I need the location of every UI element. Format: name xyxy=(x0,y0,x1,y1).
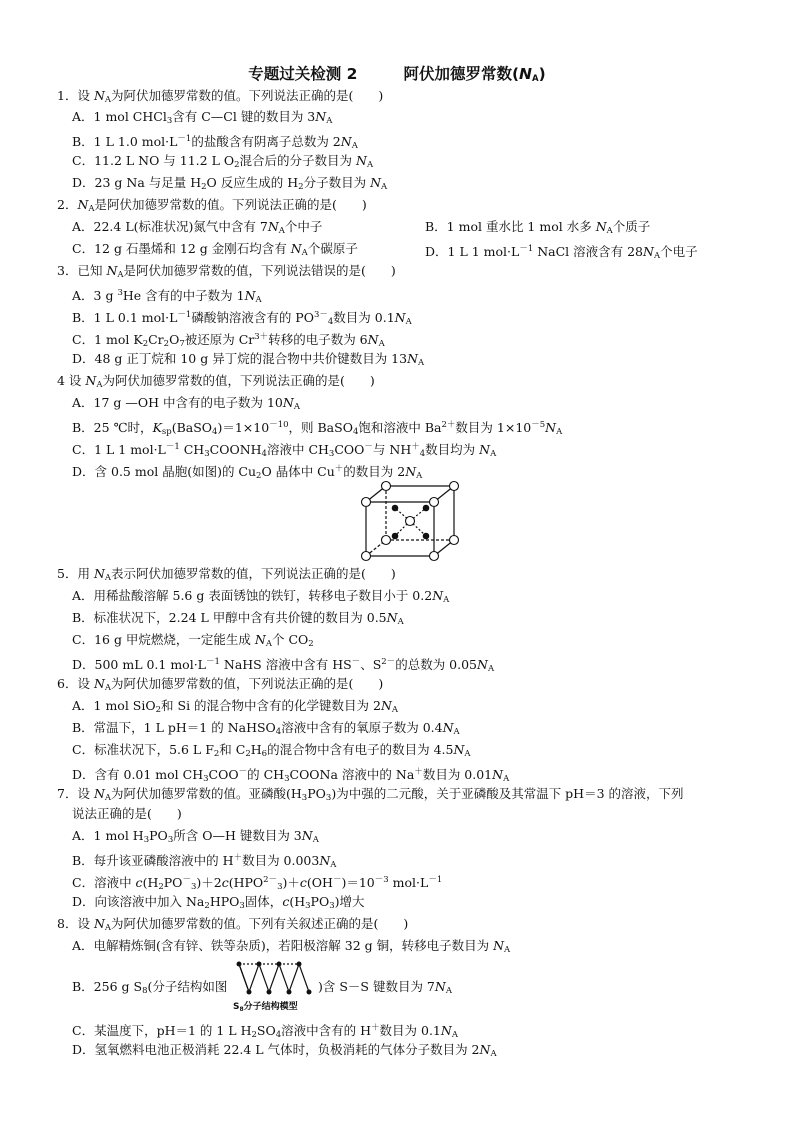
question-2: 2．$N_A$是阿伏加德罗常数的值。下列说法正确的是( ) xyxy=(57,197,367,214)
q6-option-b: B．常温下，1 L pH＝1 的 NaHSO$_4$溶液中含有的氧原子数为 $0.4N_A$ xyxy=(72,720,460,737)
question-6: 6．设 $N_A$为阿伏加德罗常数的值，下列说法正确的是( ) xyxy=(57,676,384,693)
q3-option-c: C．1 mol $K_2Cr_2O_7$被还原为 $Cr^{3+}$转移的电子数为 $6N_A$ xyxy=(72,332,385,349)
q8-option-b-end: )含 S－S 键数目为 $7N_A$ xyxy=(318,979,452,996)
s8-caption: $S_8$分子结构模型 xyxy=(233,1002,298,1013)
q6-option-a: A．1 mol SiO$_2$和 Si 的混合物中含有的化学键数目为 $2N_A$ xyxy=(72,698,399,715)
q8-option-c: C．某温度下，pH＝1 的 1 L $H_2SO_4$溶液中含有的 H＋数目为 $0.1N_A$ xyxy=(72,1023,458,1040)
page-title: 专题过关检测 2 阿伏加德罗常数$(N_A)$ xyxy=(248,65,546,84)
q3-option-b: B．1 L 0.1 $mol\cdot L^{-1}$磷酸钠溶液含有的 $PO^{3-}_4$数目为 $0.1N_A$ xyxy=(72,310,412,327)
question-4: 4 设 $N_A$为阿伏加德罗常数的值，下列说法正确的是( ) xyxy=(57,373,375,390)
q5-option-d: D．500 mL 0.1 $mol\cdot L^{-1}$ NaHS 溶液中含有 HS－、$S^{2-}$的总数为 $0.05N_A$ xyxy=(72,657,495,674)
q2-option-a: A．22.4 L(标准状况)氮气中含有 $7N_A$个中子 xyxy=(72,219,323,236)
question-7-cont: 说法正确的是( ) xyxy=(72,806,182,821)
q1-option-a: A．1 mol CHCl$_3$含有 C—Cl 键的数目为 $3N_A$ xyxy=(72,109,333,126)
q6-option-c: C．标准状况下，5.6 L $F_2$和 $C_2H_6$的混合物中含有电子的数目为 $4.5N_A$ xyxy=(72,742,471,759)
q7-option-c: C．溶液中 $c(H_2PO^-_3)+2c(HPO^{2-}_3)+c(OH^-)=10^{-3}$ $mol\cdot L^{-1}$ xyxy=(72,875,443,892)
question-3: 3．已知 $N_A$是阿伏加德罗常数的值，下列说法错误的是( ) xyxy=(57,263,396,280)
q3-option-d: D．48 g 正丁烷和 10 g 异丁烷的混合物中共价键数目为 $13N_A$ xyxy=(72,351,425,368)
q5-option-c: C．16 g 甲烷燃烧，一定能生成 $N_A$个 $CO_2$ xyxy=(72,632,314,649)
q2-option-c: C．12 g 石墨烯和 12 g 金刚石均含有 $N_A$个碳原子 xyxy=(72,241,358,258)
q8-option-d: D．氢氧燃料电池正极消耗 22.4 L 气体时，负极消耗的气体分子数目为 $2N_A$ xyxy=(72,1042,497,1059)
q4-option-c: C．1 L 1 $mol\cdot L^{-1}$ $CH_3COONH_4$溶液中 $CH_3COO^-$与 $NH^+_4$数目均为 $N_A$ xyxy=(72,442,497,459)
q3-option-a: A．3 g $^3$He 含有的中子数为 $1N_A$ xyxy=(72,288,262,305)
q4-option-d: D．含 0.5 mol 晶胞(如图)的 $Cu_2O$ 晶体中 Cu＋的数目为 $2N_A$ xyxy=(72,464,423,481)
q7-option-b: B．每升该亚磷酸溶液中的 H＋数目为 $0.003N_A$ xyxy=(72,853,337,870)
q2-option-b: B．1 mol 重水比 1 mol 水多 $N_A$个质子 xyxy=(425,219,651,236)
question-5: 5．用 $N_A$表示阿伏加德罗常数的值，下列说法正确的是( ) xyxy=(57,566,396,583)
q5-option-a: A．用稀盐酸溶解 5.6 g 表面锈蚀的铁钉，转移电子数目小于 $0.2N_A$ xyxy=(72,588,450,605)
q1-option-c: C．11.2 L NO 与 11.2 L $O_2$混合后的分子数目为 $N_A$ xyxy=(72,153,374,170)
q4-option-a: A．17 g —OH 中含有的电子数为 $10N_A$ xyxy=(72,395,300,412)
q5-option-b: B．标准状况下，2.24 L 甲醇中含有共价键的数目为 $0.5N_A$ xyxy=(72,610,404,627)
question-8: 8．设 $N_A$为阿伏加德罗常数的值。下列有关叙述正确的是( ) xyxy=(57,916,409,933)
q1-option-b: B．1 L 1.0 $mol\cdot L^{-1}$的盐酸含有阴离子总数为 $2N_A$ xyxy=(72,134,358,151)
cu2o-unit-cell-figure xyxy=(358,478,462,562)
q8-option-a: A．电解精炼铜(含有锌、铁等杂质)，若阳极溶解 32 g 铜，转移电子数目为 $N_A$ xyxy=(72,938,511,955)
q6-option-d: D．含有 0.01 mol $CH_3COO^-$的 $CH_3COONa$ 溶液中的 Na＋数目为 $0.01N_A$ xyxy=(72,767,510,784)
question-1: 1．设 $N_A$为阿伏加德罗常数的值。下列说法正确的是( ) xyxy=(57,88,384,105)
q7-option-d: D．向该溶液中加入 $Na_2HPO_3$固体，$c(H_3PO_3)$增大 xyxy=(72,894,365,911)
question-7: 7．设 $N_A$为阿伏加德罗常数的值。亚磷酸$(H_3PO_3)$为中强的二元酸，关于亚磷酸及其常温下 pH＝3 的溶液，下列 xyxy=(57,786,684,803)
q1-option-d: D．23 g Na 与足量 $H_2O$ 反应生成的 $H_2$分子数目为 $N_A$ xyxy=(72,175,388,192)
q4-option-b: B．25 ℃时，$K_{sp}(BaSO_4)=1\times 10^{-10}$，则 BaSO$_4$饱和溶液中 $Ba^{2+}$数目为 $1\times 10^{-5}N_A$ xyxy=(72,420,563,437)
q7-option-a: A．1 mol $H_3PO_3$所含 O—H 键数目为 $3N_A$ xyxy=(72,828,319,845)
q8-option-b-start: B．256 g $S_8$(分子结构如图 xyxy=(72,979,228,996)
s8-molecule-figure xyxy=(233,958,315,998)
q2-option-d: D．1 L 1 $mol\cdot L^{-1}$ NaCl 溶液含有 $28N_A$个电子 xyxy=(425,244,698,261)
